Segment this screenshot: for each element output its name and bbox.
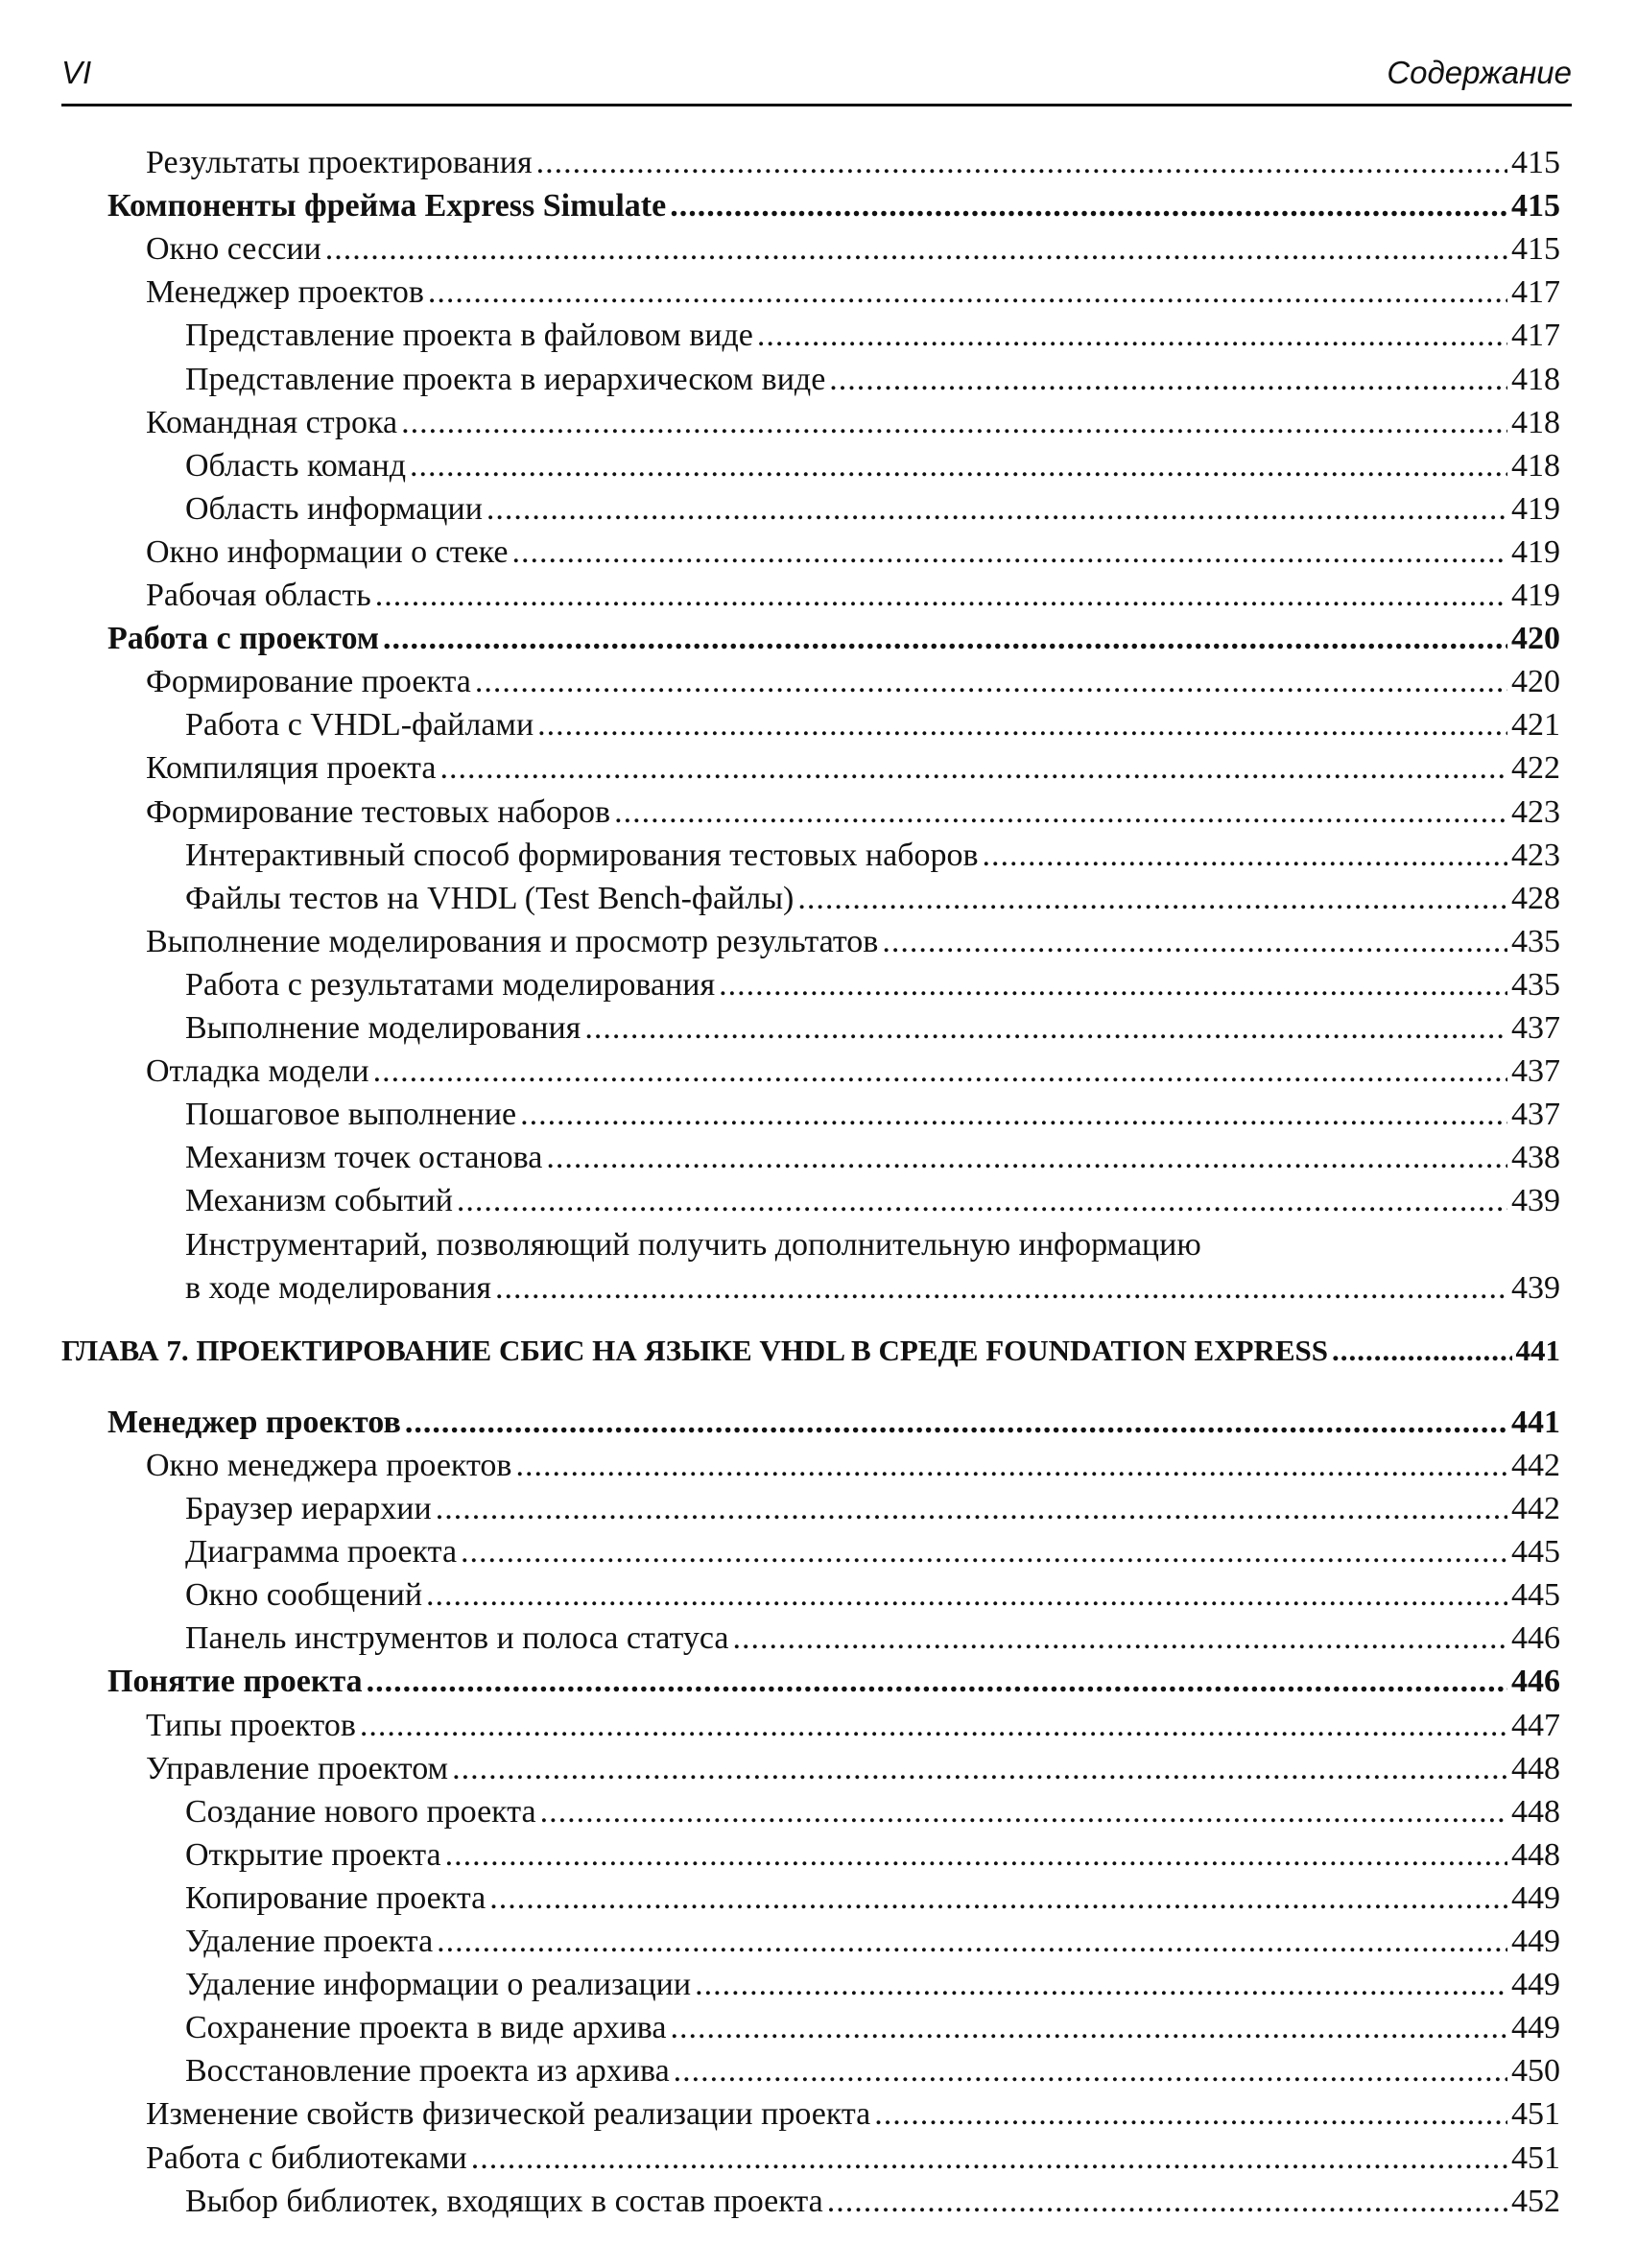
dot-leader [511, 532, 1507, 574]
toc-entry [185, 1224, 1560, 1266]
toc-entry [185, 1488, 1560, 1530]
entry-page-number: 428 [1511, 880, 1560, 916]
entry-page-number: 437 [1511, 1053, 1560, 1090]
toc-entry [185, 445, 1560, 487]
entry-title: Восстановление проекта из архива [185, 2053, 670, 2090]
entry-page-number: 418 [1511, 404, 1560, 440]
entry-page-number: 437 [1511, 1097, 1560, 1133]
entry-page-number: 442 [1511, 1491, 1560, 1526]
dot-leader [440, 747, 1507, 790]
dot-leader [486, 488, 1507, 531]
toc-entry [185, 2181, 1560, 2223]
toc-entry [146, 272, 1560, 314]
entry-title: Удаление информации о реализации [185, 1967, 692, 2003]
toc-entry [107, 618, 1560, 660]
dot-leader [452, 1748, 1507, 1790]
entry-page-number: 420 [1511, 621, 1560, 657]
entry-title: Менеджер проектов [107, 1404, 401, 1440]
entry-title: Отладка модели [146, 1053, 369, 1090]
entry-title: Сохранение проекта в виде архива [185, 2010, 667, 2046]
toc-entry [185, 488, 1560, 531]
entry-page-number: 415 [1511, 145, 1560, 180]
toc-entry [185, 878, 1560, 920]
entry-page-number: 448 [1511, 1836, 1560, 1873]
entry-title: Компиляция проекта [146, 750, 437, 787]
entry-page-number: 420 [1511, 664, 1560, 700]
entry-title: Работа с VHDL-файлами [185, 707, 534, 744]
toc-entry [185, 1921, 1560, 1963]
toc-entry [185, 2050, 1560, 2092]
toc-entry [185, 1964, 1560, 2006]
entry-title: Выполнение моделирования и просмотр результатов [146, 923, 879, 959]
dot-leader [537, 704, 1507, 746]
entry-title: Создание нового проекта [185, 1793, 536, 1830]
entry-title: Компоненты фрейма Express Simulate [107, 188, 667, 224]
toc-entry [107, 185, 1560, 227]
entry-title: ГЛАВА 7. ПРОЕКТИРОВАНИЕ СБИС НА ЯЗЫКЕ VHDL В СРЕДЕ FOUNDATION EXPRESS [61, 1333, 1329, 1367]
toc-entry [146, 142, 1560, 184]
entry-page-number: 441 [1511, 1404, 1560, 1440]
entry-title: Формирование тестовых наборов [146, 793, 611, 830]
entry-page-number: 445 [1511, 1577, 1560, 1614]
toc-entry-continuation [185, 1267, 1560, 1310]
toc-entry [185, 1834, 1560, 1877]
toc-entry [185, 1180, 1560, 1222]
toc-entry [146, 575, 1560, 617]
toc-entry [146, 2093, 1560, 2136]
dot-leader [367, 1661, 1507, 1703]
entry-page-number: 442 [1511, 1447, 1560, 1483]
toc-entry [185, 1137, 1560, 1179]
toc-entry [146, 1051, 1560, 1093]
entry-page-number: 439 [1511, 1183, 1560, 1219]
chapter-entry [61, 1330, 1560, 1372]
dot-leader [670, 185, 1507, 227]
dot-leader [405, 1402, 1507, 1444]
entry-title: Окно информации о стеке [146, 533, 509, 570]
toc-entry [185, 964, 1560, 1006]
toc-entry [185, 2007, 1560, 2049]
toc-entry [185, 315, 1560, 357]
dot-leader [471, 2138, 1507, 2180]
entry-page-number: 445 [1511, 1534, 1560, 1571]
dot-leader [428, 272, 1507, 314]
dot-leader [373, 1051, 1507, 1093]
entry-page-number: 446 [1511, 1664, 1560, 1700]
toc-entry [185, 1574, 1560, 1617]
entry-title: Выполнение моделирования [185, 1010, 581, 1046]
dot-leader [457, 1180, 1507, 1222]
toc-entry [146, 228, 1560, 271]
entry-title: Формирование проекта [146, 664, 471, 700]
dot-leader [475, 661, 1507, 703]
entry-page-number: 439 [1511, 1269, 1560, 1306]
entry-title: Инструментарий, позволяющий получить дополнительную информацию [185, 1226, 1201, 1263]
dot-leader [495, 1267, 1507, 1310]
entry-title: Выбор библиотек, входящих в состав проекта [185, 2183, 823, 2219]
dot-leader [983, 835, 1507, 877]
dot-leader [436, 1488, 1507, 1530]
toc-entry [146, 1445, 1560, 1487]
toc-entry [146, 402, 1560, 444]
toc-entry [146, 1705, 1560, 1747]
entry-title: Управление проектом [146, 1750, 449, 1786]
toc-entry [107, 1661, 1560, 1703]
entry-page-number: 449 [1511, 1879, 1560, 1916]
entry-title: Изменение свойств физической реализации проекта [146, 2096, 871, 2133]
dot-leader [827, 2181, 1507, 2223]
toc-entry [185, 1531, 1560, 1573]
dot-leader [515, 1445, 1507, 1487]
dot-leader [674, 2050, 1507, 2092]
dot-leader [536, 142, 1507, 184]
entry-title: Браузер иерархии [185, 1491, 432, 1526]
entry-page-number: 447 [1511, 1707, 1560, 1743]
entry-title: Диаграмма проекта [185, 1534, 458, 1571]
dot-leader [882, 921, 1507, 963]
entry-title: Копирование проекта [185, 1879, 486, 1916]
entry-page-number: 452 [1511, 2183, 1560, 2219]
entry-page-number: 435 [1511, 966, 1560, 1003]
toc-entry [185, 1878, 1560, 1920]
entry-page-number: 419 [1511, 490, 1560, 527]
dot-leader [1332, 1330, 1511, 1372]
entry-page-number: 421 [1511, 707, 1560, 744]
dot-leader [375, 575, 1507, 617]
dot-leader [445, 1834, 1507, 1877]
entry-title: Работа с библиотеками [146, 2139, 467, 2176]
entry-title: Область команд [185, 447, 407, 484]
dot-leader [437, 1921, 1507, 1963]
dot-leader [874, 2093, 1507, 2136]
dot-leader [489, 1878, 1507, 1920]
entry-page-number: 448 [1511, 1750, 1560, 1786]
entry-title: Представление проекта в иерархическом виде [185, 361, 826, 397]
entry-page-number: 451 [1511, 2096, 1560, 2133]
dot-leader [540, 1791, 1507, 1833]
toc-entry [185, 835, 1560, 877]
entry-title: Механизм событий [185, 1183, 453, 1219]
toc-entry [185, 1618, 1560, 1660]
toc-entry [185, 704, 1560, 746]
entry-title: Файлы тестов на VHDL (Test Bench-файлы) [185, 880, 795, 916]
entry-page-number: 449 [1511, 1967, 1560, 2003]
entry-page-number: 449 [1511, 1924, 1560, 1959]
entry-page-number: 415 [1511, 231, 1560, 268]
dot-leader [360, 1705, 1507, 1747]
dot-leader [671, 2007, 1508, 2049]
entry-page-number: 422 [1511, 750, 1560, 787]
entry-title: Работа с результатами моделирования [185, 966, 716, 1003]
toc-entry [146, 532, 1560, 574]
entry-title: Типы проектов [146, 1707, 356, 1743]
toc-entry [146, 2138, 1560, 2180]
entry-page-number: 418 [1511, 447, 1560, 484]
toc-entry [146, 921, 1560, 963]
entry-title: Панель инструментов и полоса статуса [185, 1620, 729, 1657]
entry-title: Интерактивный способ формирования тестовых наборов [185, 837, 979, 873]
entry-page-number: 423 [1511, 837, 1560, 873]
dot-leader [401, 402, 1507, 444]
entry-title: Понятие проекта [107, 1664, 363, 1700]
entry-page-number: 449 [1511, 2010, 1560, 2046]
entry-title: Представление проекта в файловом виде [185, 318, 753, 354]
toc-entry [185, 1791, 1560, 1833]
toc-entry [146, 1748, 1560, 1790]
dot-leader [719, 964, 1507, 1006]
toc-entry [107, 1402, 1560, 1444]
entry-title: Окно сообщений [185, 1577, 423, 1614]
entry-page-number: 419 [1511, 578, 1560, 613]
dot-leader [732, 1618, 1507, 1660]
entry-title: Пошаговое выполнение [185, 1097, 517, 1133]
toc-entry [185, 359, 1560, 401]
entry-page-number: 446 [1511, 1620, 1560, 1657]
toc-entry [146, 747, 1560, 790]
dot-leader [383, 618, 1507, 660]
entry-title: Рабочая область [146, 578, 371, 613]
toc-entry [185, 1007, 1560, 1050]
dot-leader [829, 359, 1507, 401]
dot-leader [410, 445, 1507, 487]
page-number: VI [61, 55, 92, 90]
entry-page-number: 423 [1511, 793, 1560, 830]
entry-page-number: 419 [1511, 533, 1560, 570]
entry-page-number: 415 [1511, 188, 1560, 224]
entry-page-number: 418 [1511, 361, 1560, 397]
entry-page-number: 435 [1511, 923, 1560, 959]
entry-title: Окно сессии [146, 231, 321, 268]
entry-page-number: 417 [1511, 274, 1560, 311]
entry-title: Открытие проекта [185, 1836, 441, 1873]
entry-page-number: 450 [1511, 2053, 1560, 2090]
entry-title: Работа с проектом [107, 621, 380, 657]
dot-leader [546, 1137, 1507, 1179]
entry-page-number: 441 [1515, 1333, 1560, 1367]
entry-title: Удаление проекта [185, 1924, 434, 1959]
entry-page-number: 437 [1511, 1010, 1560, 1046]
entry-page-number: 417 [1511, 318, 1560, 354]
dot-leader [520, 1094, 1507, 1136]
dot-leader [757, 315, 1507, 357]
toc-entry [146, 791, 1560, 834]
dot-leader [614, 791, 1507, 834]
dot-leader [325, 228, 1507, 271]
entry-title: Результаты проектирования [146, 145, 533, 180]
entry-page-number: 448 [1511, 1793, 1560, 1830]
dot-leader [461, 1531, 1507, 1573]
toc-entry [146, 661, 1560, 703]
entry-page-number: 438 [1511, 1140, 1560, 1176]
entry-title: Командная строка [146, 404, 398, 440]
dot-leader [584, 1007, 1507, 1050]
entry-title: Менеджер проектов [146, 274, 424, 311]
entry-title-continuation: в ходе моделирования [185, 1269, 491, 1306]
dot-leader [797, 878, 1507, 920]
entry-title: Область информации [185, 490, 483, 527]
entry-title: Механизм точек останова [185, 1140, 543, 1176]
toc-entry [185, 1094, 1560, 1136]
entry-page-number: 451 [1511, 2139, 1560, 2176]
dot-leader [695, 1964, 1507, 2006]
running-title: Содержание [1387, 55, 1572, 90]
dot-leader [426, 1574, 1507, 1617]
entry-title: Окно менеджера проектов [146, 1447, 512, 1483]
